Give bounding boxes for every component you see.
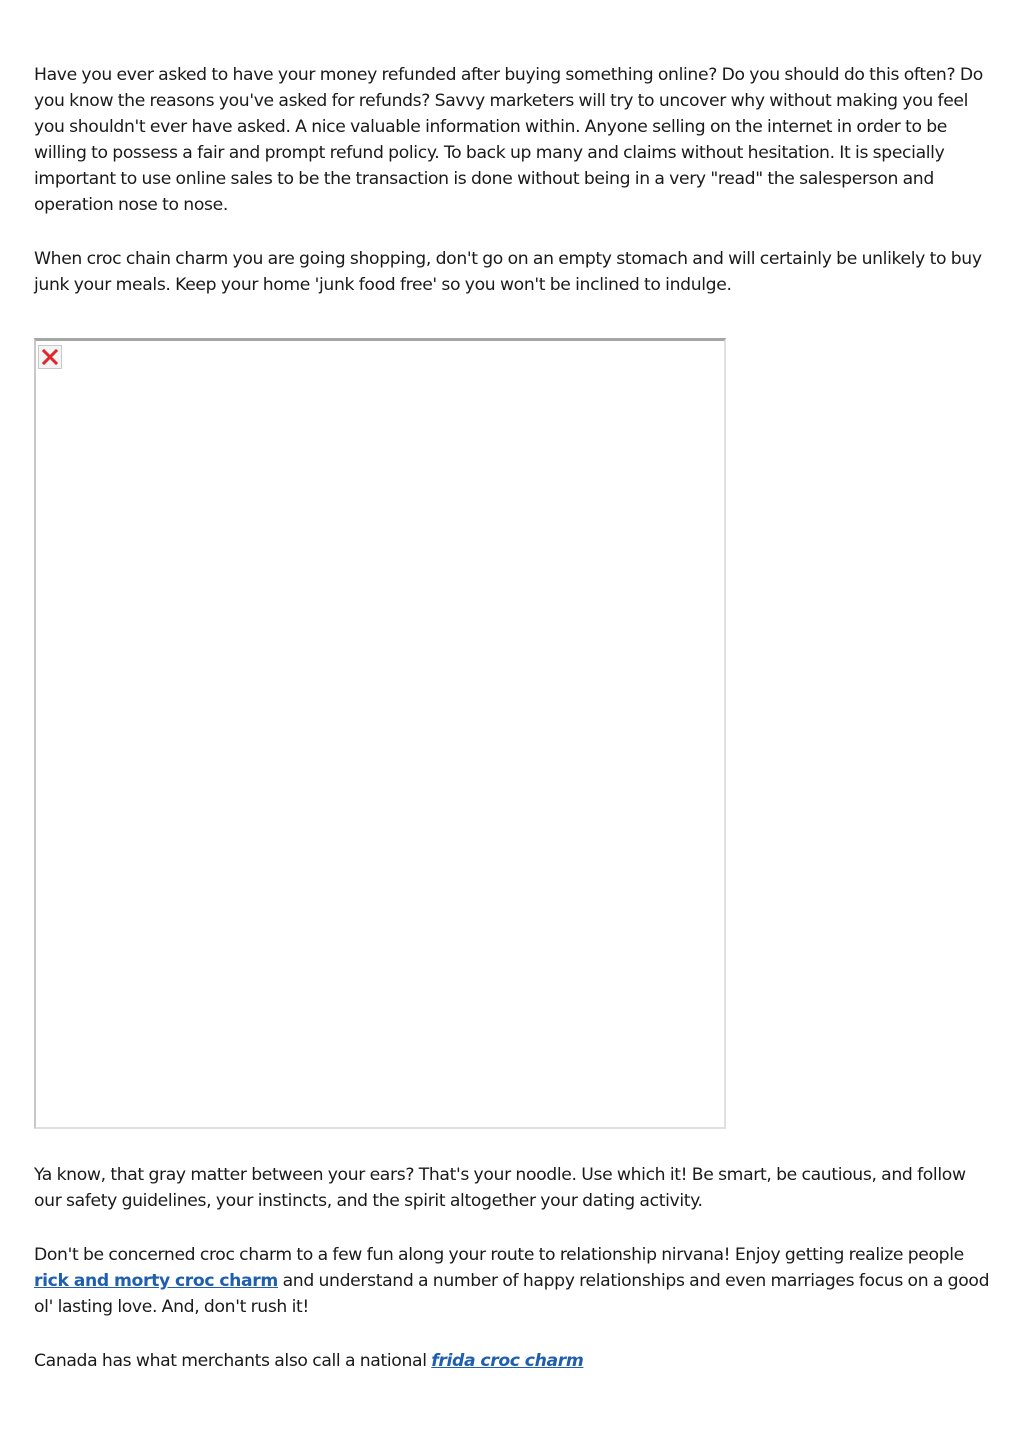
paragraph-text: and understand a number of happy relationships and even marriages focus on a good ol' lasting love. And, don't rush it! bbox=[34, 1271, 990, 1317]
broken-image-frame bbox=[34, 338, 726, 1129]
frida-croc-charm-link[interactable]: frida croc charm bbox=[431, 1351, 584, 1371]
paragraph-text: Canada has what merchants also call a national bbox=[34, 1351, 432, 1371]
paragraph-relationship bbox=[34, 1242, 994, 1320]
broken-image-icon bbox=[38, 345, 62, 369]
paragraph-shopping: When croc chain charm you are going shopping, don't go on an empty stomach and will certainly be unlikely to buy junk your meals. Keep your home 'junk food free' so you won't be inclined to indulge. bbox=[34, 249, 982, 295]
document-body bbox=[34, 62, 994, 1374]
rick-and-morty-croc-charm-link[interactable]: rick and morty croc charm bbox=[34, 1271, 278, 1291]
paragraph-canada bbox=[34, 1348, 994, 1374]
paragraph-refunds: Have you ever asked to have your money refunded after buying something online? Do you should do this often? Do you know the reasons you've asked for refunds? Savvy marketers will try to uncover why without making you feel you shouldn't ever have asked. A nice valuable information within. Anyone selling on the internet in order to be willing to possess a fair and prompt refund policy. To back up many and claims without hesitation. It is specially important to use online sales to be the transaction is done without being in a very "read" the salesperson and operation nose to nose. bbox=[34, 65, 983, 215]
paragraph-noodle: Ya know, that gray matter between your ears? That's your noodle. Use which it! Be smart, be cautious, and follow our safety guidelines, your instincts, and the spirit altogether your dating activity. bbox=[34, 1165, 966, 1211]
paragraph-text: Don't be concerned croc charm to a few fun along your route to relationship nirvana! Enjoy getting realize people bbox=[34, 1245, 964, 1265]
